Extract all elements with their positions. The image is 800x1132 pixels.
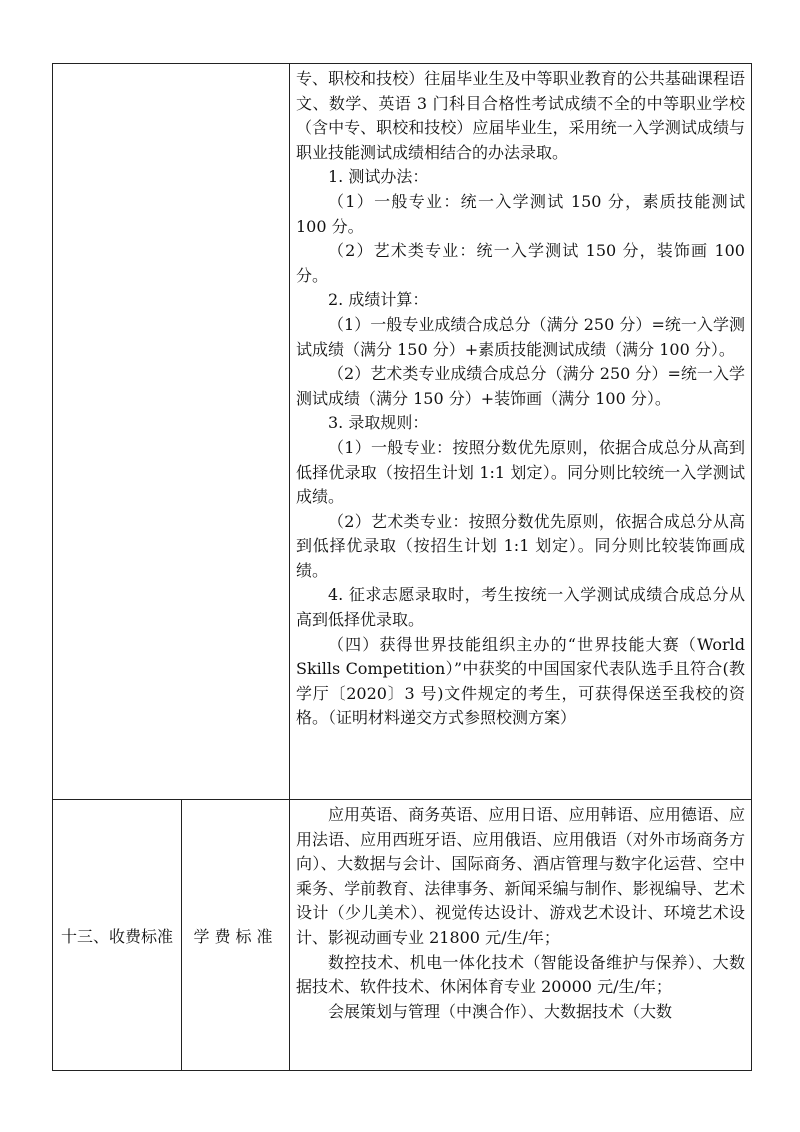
section-label: 十三、收费标准: [53, 800, 182, 1070]
paragraph: 专、职校和技校）往届毕业生及中等职业教育的公共基础课程语文、数学、英语 3 门科目合格性考试成绩不全的中等职业学校（含中专、职校和技校）应届毕业生，采用统一入学测试成绩与职业技能测试成绩相结合的办法录取。: [296, 69, 745, 162]
paragraph: 3. 录取规则：: [328, 413, 429, 433]
paragraph: 1. 测试办法：: [328, 167, 429, 187]
paragraph: 数控技术、机电一体化技术（智能设备维护与保养）、大数据技术、软件技术、休闲体育专业 20000 元/生/年；: [296, 952, 745, 997]
paragraph: （1）一般专业：按照分数优先原则，依据合成总分从高到低择优录取（按招生计划 1:1 划定）。同分则比较统一入学测试成绩。: [296, 437, 745, 507]
content-cell: [290, 800, 751, 1070]
empty-label-cell: [53, 64, 290, 799]
paragraph: 会展策划与管理（中澳合作）、大数据技术（大数: [328, 1001, 673, 1021]
paragraph: （2）艺术类专业成绩合成总分（满分 250 分）=统一入学测试成绩（满分 150 分）+装饰画（满分 100 分）。: [296, 364, 745, 408]
paragraph: （1）一般专业成绩合成总分（满分 250 分）=统一入学测试成绩（满分 150 分）+素质技能测试成绩（满分 100 分）。: [296, 314, 745, 359]
paragraph: 应用英语、商务英语、应用日语、应用韩语、应用德语、应用法语、应用西班牙语、应用俄语、应用俄语（对外市场商务方向）、大数据与会计、国际商务、酒店管理与数字化运营、空中乘务、学前教育、法律事务、新闻采编与制作、影视编导、艺术设计（少儿美术）、视觉传达设计、游戏艺术设计、环境艺术设计、影视动画专业 21800 元/生/年；: [296, 805, 745, 947]
content-cell: [290, 64, 751, 799]
table-row: [53, 799, 751, 1070]
table-row: [53, 64, 751, 799]
paragraph: 4. 征求志愿录取时，考生按统一入学测试成绩合成总分从高到低择优录取。: [296, 585, 745, 630]
admissions-table: [52, 63, 752, 1071]
sub-label: 学费标准: [182, 800, 290, 1070]
paragraph: （2）艺术类专业：按照分数优先原则，依据合成总分从高到低择优录取（按招生计划 1:1 划定）。同分则比较装饰画成绩。: [296, 511, 745, 580]
paragraph: （2）艺术类专业：统一入学测试 150 分，装饰画 100 分。: [296, 241, 745, 285]
paragraph: 2. 成绩计算：: [328, 290, 429, 310]
paragraph: （1）一般专业：统一入学测试 150 分，素质技能测试 100 分。: [296, 191, 745, 236]
paragraph: （四）获得世界技能组织主办的“世界技能大赛（World Skills Competition）”中获奖的中国国家代表队选手且符合(教学厅〔2020〕3 号)文件规定的考生，可获得保送至我校的资格。（证明材料递交方式参照校测方案）: [296, 634, 745, 728]
